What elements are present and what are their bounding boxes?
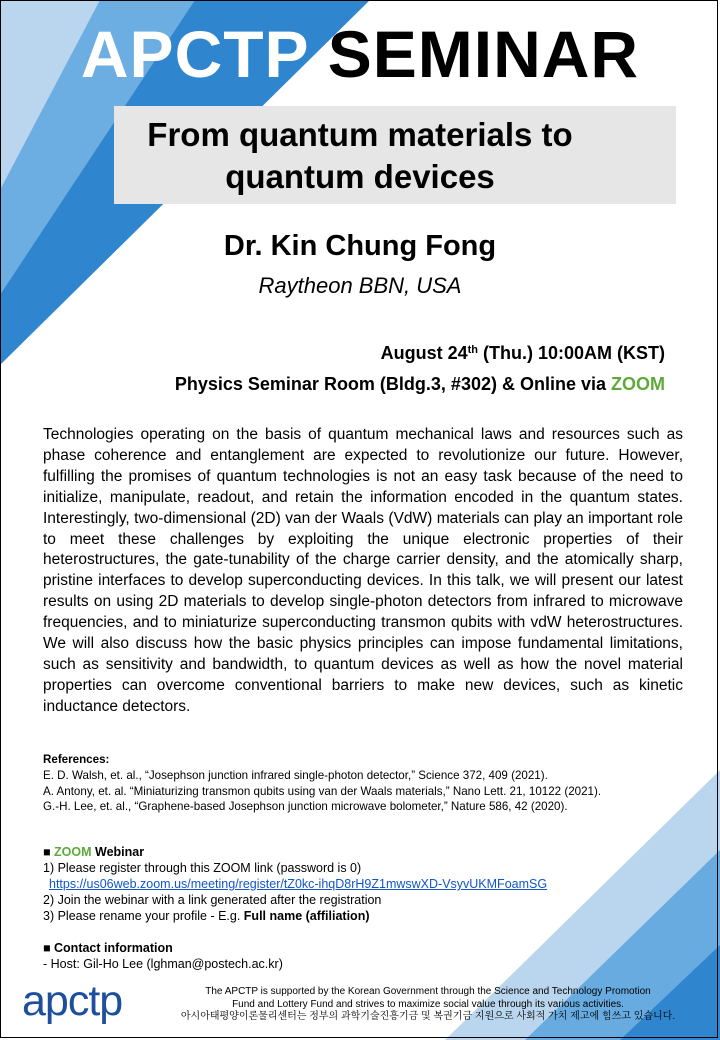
venue-text: Physics Seminar Room (Bldg.3, #302) & Online via (174, 374, 611, 394)
footer-notice (150, 986, 706, 1024)
zoom-registration-link[interactable]: https://us06web.zoom.us/meeting/register/tZ0kc-ihqD8rH9Z1mwswXD-VsyvUKMFoamSG (49, 877, 548, 891)
webinar-heading (43, 844, 703, 860)
speaker-name: Dr. Kin Chung Fong (223, 230, 497, 262)
step-3-example: Full name (affiliation) (243, 909, 370, 923)
footer-line-2: Fund and Lottery Fund and strives to maximize social value through its various activities. (232, 998, 624, 1010)
step-3-text: 3) Please rename your profile - E.g. (43, 909, 244, 923)
talk-title (90, 114, 630, 198)
zoom-webinar-section (43, 844, 703, 924)
reference-item: A. Antony, et. al. “Miniaturizing transmon qubits using van der Waals materials,” Nano Lett. 21, 10122 (2021). (43, 784, 602, 798)
talk-title-line-2: quantum devices (225, 158, 495, 195)
apctp-logo: apctp (22, 977, 123, 1025)
contact-section (43, 940, 703, 972)
date-suffix-sup: th (467, 344, 478, 356)
reference-item: E. D. Walsh, et. al., “Josephson junction infrared single-photon detector,” Science 372, 409 (2021). (43, 768, 548, 782)
title-seminar: SEMINAR (327, 17, 640, 91)
footer-line-3: 아시아태평양이론물리센터는 정부의 과학기술진흥기금 및 복권기금 지원으로 사회적 가치 제고에 힘쓰고 있습니다. (180, 1011, 676, 1022)
title-apctp: APCTP (80, 17, 309, 91)
webinar-step-2: 2) Join the webinar with a link generated after the registration (43, 893, 382, 907)
footer-line-1: The APCTP is supported by the Korean Government through the Science and Technology Promotion (205, 986, 651, 997)
speaker-affiliation: Raytheon BBN, USA (258, 273, 462, 298)
webinar-zoom: ZOOM (54, 845, 92, 859)
bullet-square: ■ (43, 845, 55, 859)
references (43, 752, 703, 815)
date-prefix: August 24 (380, 343, 468, 363)
webinar-heading-text: Webinar (91, 845, 145, 859)
references-heading: References: (43, 753, 110, 766)
webinar-step-3 (43, 908, 703, 924)
abstract: Technologies operating on the basis of quantum mechanical laws and resources such as phase coherence and entanglement are expected to revolutionize our future. However, fulfilling the promises of quantum technologies is not an easy task because of the need to initialize, manipulate, readout, and retain the information encoded in the quantum states. Interestingly, two-dimensional (2D) van der Waals (VdW) materials can play an important role to meet these challenges by exploiting the unique electronic properties of their heterostructures, the gate-tunability of the charge carrier density, and the atomically sharp, pristine interfaces to develop superconducting devices. In this talk, we will present our latest results on using 2D materials to develop single-photon detectors from infrared to microwave frequencies, and to miniaturize superconducting transmon qubits with vdW heterostructures. We will also discuss how the basic physics principles can impose fundamental limitations, such as sensitivity and bandwidth, to quantum devices as well as how the novel material properties can overcome conventional barriers to make new devices, such as kinetic inductance detectors. (43, 426, 683, 715)
venue-zoom: ZOOM (611, 374, 665, 394)
date-suffix: (Thu.) 10:00AM (KST) (478, 343, 665, 363)
seminar-date (381, 341, 665, 365)
contact-heading: ■ Contact information (43, 941, 173, 955)
webinar-step-1: 1) Please register through this ZOOM link (password is 0) (43, 861, 362, 875)
seminar-venue (175, 372, 665, 396)
reference-item: G.-H. Lee, et. al., “Graphene-based Josephson junction microwave bolometer,” Nature 586, 42 (2020). (43, 800, 568, 814)
talk-title-line-1: From quantum materials to (147, 116, 573, 153)
seminar-title (0, 14, 720, 94)
contact-host: - Host: Gil-Ho Lee (lghman@postech.ac.kr) (43, 957, 283, 971)
